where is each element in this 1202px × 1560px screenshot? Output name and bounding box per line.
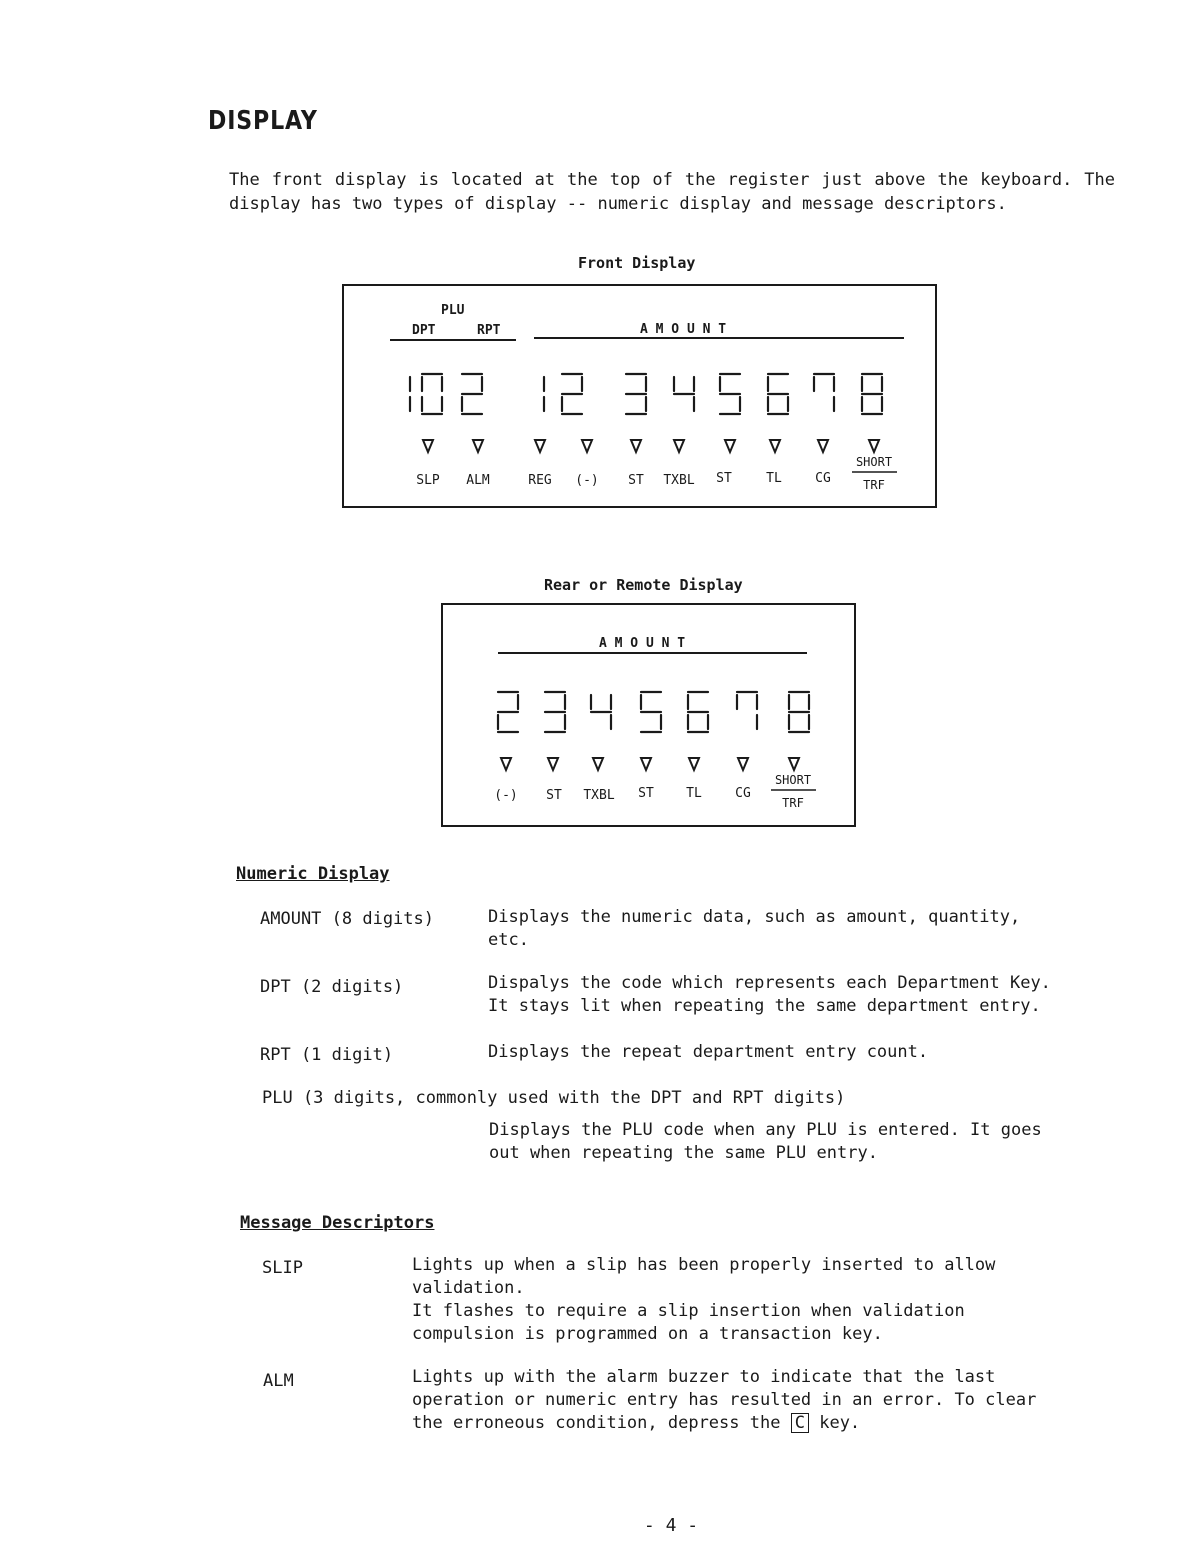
rear-desc-minus: (-) [494,788,518,803]
indicator-triangle-icon [593,758,603,770]
rear-display-figure [443,605,858,829]
indicator-triangle-icon [818,440,828,452]
desc-plu-line-1: Displays the PLU code when any PLU is entered. It goes [489,1120,1042,1140]
rear-digit-7 [789,692,809,732]
front-digit-5 [562,374,582,414]
rear-desc-st: ST [546,788,562,803]
desc-dpt-line-2: It stays lit when repeating the same department entry. [488,996,1041,1016]
front-display-panel [342,284,937,508]
desc-alm-line-3-end: key. [819,1413,861,1433]
desc-alm-line-1: Lights up with the alarm buzzer to indicate that the last [412,1367,996,1387]
desc-st: ST [628,473,644,488]
indicator-triangle-icon [869,440,879,452]
indicator-triangle-icon [789,758,799,770]
term-alm: ALM [263,1371,294,1391]
desc-slip-line-1: Lights up when a slip has been properly inserted to allow [412,1255,996,1275]
indicator-triangle-icon [582,440,592,452]
indicator-triangle-icon [770,440,780,452]
dpt-label: DPT [412,323,436,338]
front-digit-10 [814,374,834,411]
desc-plu-line-2: out when repeating the same PLU entry. [489,1143,878,1163]
desc-short: SHORT [855,455,893,469]
rear-desc-st-2: ST [638,786,654,801]
numeric-display-heading: Numeric Display [236,864,390,884]
desc-alm-line-3-text: the erroneous condition, depress the [412,1413,781,1433]
rear-desc-tl: TL [686,786,702,801]
front-digit-9 [768,374,788,414]
front-digit-11 [862,374,882,414]
indicator-triangle-icon [535,440,545,452]
desc-slip-line-2: validation. [412,1278,525,1298]
rear-digit-6 [737,692,757,729]
desc-tl: TL [766,471,782,486]
front-digit-row [410,374,882,414]
front-amount-label: A M O U N T [640,322,727,337]
desc-amount-line-1: Displays the numeric data, such as amount, quantity, [488,907,1021,927]
rear-amount-label: A M O U N T [599,636,686,651]
front-display-caption: Front Display [578,254,696,272]
indicator-triangle-icon [631,440,641,452]
term-amount: AMOUNT (8 digits) [260,909,434,929]
intro-paragraph: The front display is located at the top of the register just above the keyboard. The display has two types of display -- numeric display and message descriptors. [229,170,1115,214]
indicator-triangle-icon [738,758,748,770]
desc-minus: (-) [575,473,599,488]
clear-key-icon: C [791,1413,809,1433]
desc-slip-line-4: compulsion is programmed on a transaction key. [412,1324,883,1344]
front-digit-7 [674,377,694,411]
rear-desc-short: SHORT [774,773,812,787]
plu-label: PLU [441,303,465,318]
indicator-triangle-icon [641,758,651,770]
rear-digit-2 [545,692,565,732]
desc-cg: CG [815,471,831,486]
rear-digit-4 [641,692,661,732]
desc-reg: REG [528,473,552,488]
message-descriptors-heading: Message Descriptors [240,1213,435,1233]
indicator-triangle-icon [501,758,511,770]
rear-desc-cg: CG [735,786,751,801]
desc-amount-line-2: etc. [488,930,529,950]
desc-amount [488,906,1121,952]
desc-dpt [488,972,1121,1018]
front-digit-2 [422,374,442,414]
rear-display-caption: Rear or Remote Display [544,576,743,594]
desc-st-2: ST [716,471,732,486]
indicator-triangle-icon [689,758,699,770]
indicator-triangle-icon [725,440,735,452]
desc-alm-line-3 [412,1412,1124,1435]
rear-indicator-row [501,758,799,770]
page-number: - 4 - [643,1515,699,1536]
desc-slip [412,1254,1123,1346]
term-dpt: DPT (2 digits) [260,977,404,997]
desc-alm-line-2: operation or numeric entry has resulted in an error. To clear [412,1390,1037,1410]
term-slip: SLIP [262,1258,303,1278]
desc-txbl: TXBL [663,473,695,488]
indicator-triangle-icon [674,440,684,452]
indicator-triangle-icon [548,758,558,770]
front-digit-8 [720,374,740,414]
rear-digit-3 [591,695,611,729]
term-plu: PLU (3 digits, commonly used with the DPT and RPT digits) [262,1088,846,1108]
desc-plu [489,1119,1123,1165]
desc-dpt-line-1: Dispalys the code which represents each Department Key. [488,973,1051,993]
rear-desc-txbl: TXBL [583,788,615,803]
rear-digit-5 [688,692,708,732]
term-rpt: RPT (1 digit) [260,1045,394,1065]
rear-digit-1 [498,692,518,732]
front-indicator-row [423,440,879,452]
desc-slip-line-3: It flashes to require a slip insertion when validation [412,1301,965,1321]
desc-slp: SLP [416,473,440,488]
desc-rpt [488,1041,1121,1064]
front-digit-3 [462,374,482,414]
desc-trf: TRF [863,478,885,492]
rear-digit-row [498,692,809,732]
desc-rpt-line-1: Displays the repeat department entry count. [488,1042,929,1062]
rear-display-panel [441,603,856,827]
front-display-figure [344,286,939,510]
rear-desc-trf: TRF [782,796,804,810]
indicator-triangle-icon [423,440,433,452]
front-digit-6 [626,374,646,414]
desc-alm: ALM [466,473,490,488]
desc-alm [412,1366,1124,1435]
rpt-label: RPT [477,323,501,338]
page-title: DISPLAY [208,106,318,136]
indicator-triangle-icon [473,440,483,452]
